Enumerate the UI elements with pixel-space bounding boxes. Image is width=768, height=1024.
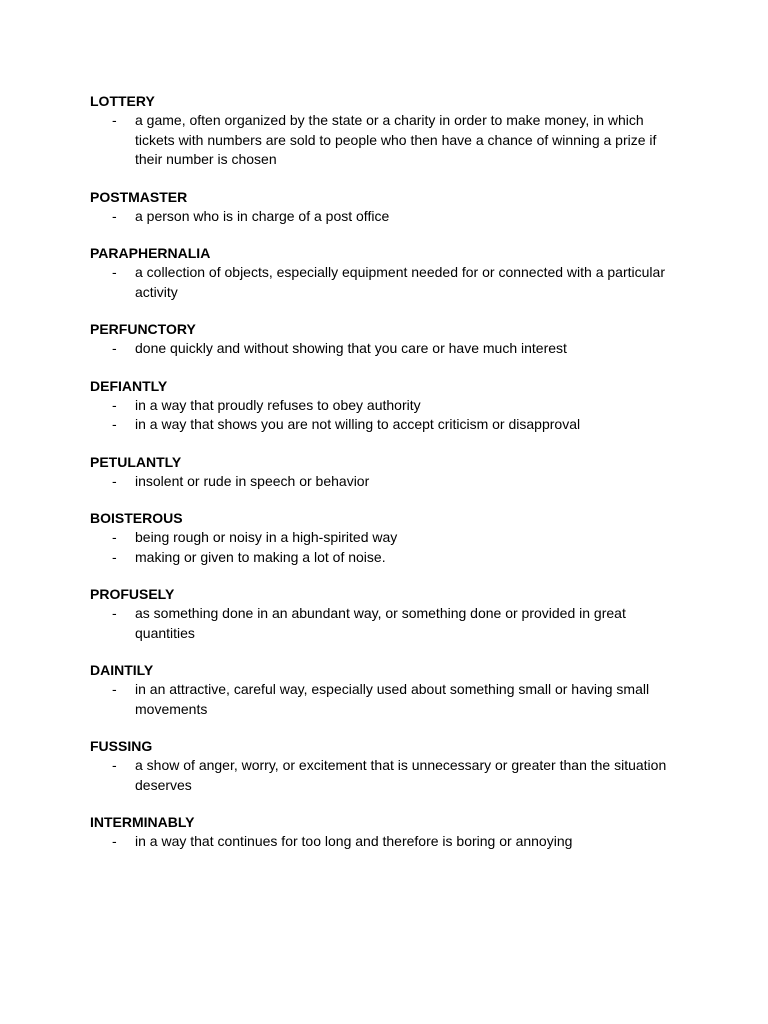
bullet-dash: - [112, 112, 117, 128]
definition-list [90, 832, 680, 852]
term-heading: DAINTILY [90, 662, 154, 678]
definition-item [90, 604, 680, 643]
entry-boisterous [90, 509, 680, 567]
bullet-dash: - [112, 340, 117, 356]
bullet-dash: - [112, 605, 117, 621]
definition-item [90, 680, 680, 719]
entry-lottery [90, 92, 680, 170]
term-heading: FUSSING [90, 738, 153, 754]
bullet-dash: - [112, 264, 117, 280]
bullet-dash: - [112, 396, 117, 413]
bullet-dash: - [112, 416, 117, 432]
definition-text: in a way that continues for too long and therefore is boring or annoying [135, 833, 573, 849]
term-heading: BOISTEROUS [90, 510, 183, 526]
entry-profusely [90, 585, 680, 643]
entry-perfunctory [90, 320, 680, 359]
definition-text: a collection of objects, especially equipment needed for or connected with a particular activity [135, 264, 665, 300]
definition-text: being rough or noisy in a high-spirited way [135, 529, 398, 545]
bullet-dash: - [112, 472, 117, 489]
term-heading: PROFUSELY [90, 586, 175, 602]
definition-text: a game, often organized by the state or a charity in order to make money, in which tickets with numbers are sold to people who then have a chance of winning a prize if their number is chosen [135, 112, 657, 167]
entry-interminably [90, 813, 680, 852]
definition-list [90, 111, 680, 170]
definition-item [90, 207, 680, 227]
definition-list [90, 756, 680, 795]
definition-item [90, 111, 680, 170]
entry-paraphernalia [90, 244, 680, 302]
definition-text: in a way that proudly refuses to obey authority [135, 396, 421, 413]
bullet-dash: - [112, 529, 117, 545]
definition-item [90, 396, 680, 416]
bullet-dash: - [112, 757, 117, 773]
definition-item [90, 528, 680, 548]
bullet-dash: - [112, 548, 117, 565]
entry-daintily [90, 661, 680, 719]
definition-text: in an attractive, careful way, especially used about something small or having small movements [135, 681, 650, 717]
definition-list [90, 339, 680, 359]
term-heading: PETULANTLY [90, 453, 182, 470]
definition-item [90, 263, 680, 302]
definition-item [90, 832, 680, 852]
definition-text: done quickly and without showing that you care or have much interest [135, 340, 567, 356]
definition-text: making or given to making a lot of noise. [135, 548, 386, 565]
definition-item [90, 339, 680, 359]
definition-list [90, 680, 680, 719]
definition-list [90, 396, 680, 435]
term-heading: PARAPHERNALIA [90, 245, 211, 261]
term-heading: LOTTERY [90, 93, 155, 109]
definition-list [90, 472, 680, 492]
definition-item [90, 415, 680, 435]
entry-postmaster [90, 188, 680, 227]
definition-text: as something done in an abundant way, or something done or provided in great quantities [135, 605, 626, 641]
term-heading: DEFIANTLY [90, 377, 168, 394]
definition-text: a show of anger, worry, or excitement that is unnecessary or greater than the situation deserves [135, 757, 667, 793]
bullet-dash: - [112, 681, 117, 697]
bullet-dash: - [112, 833, 117, 849]
term-heading: INTERMINABLY [90, 814, 195, 830]
definition-list [90, 604, 680, 643]
term-heading: PERFUNCTORY [90, 321, 196, 337]
definition-item [90, 548, 680, 568]
entry-fussing [90, 737, 680, 795]
entry-petulantly [90, 453, 680, 492]
vocabulary-list [90, 92, 680, 870]
definition-text: in a way that shows you are not willing to accept criticism or disapproval [135, 416, 581, 432]
definition-item [90, 756, 680, 795]
bullet-dash: - [112, 207, 117, 224]
definition-item [90, 472, 680, 492]
entry-defiantly [90, 377, 680, 435]
definition-list [90, 263, 680, 302]
term-heading: POSTMASTER [90, 188, 188, 205]
definition-text: insolent or rude in speech or behavior [135, 472, 370, 489]
definition-list [90, 207, 680, 227]
definition-list [90, 528, 680, 567]
definition-text: a person who is in charge of a post office [135, 207, 390, 224]
